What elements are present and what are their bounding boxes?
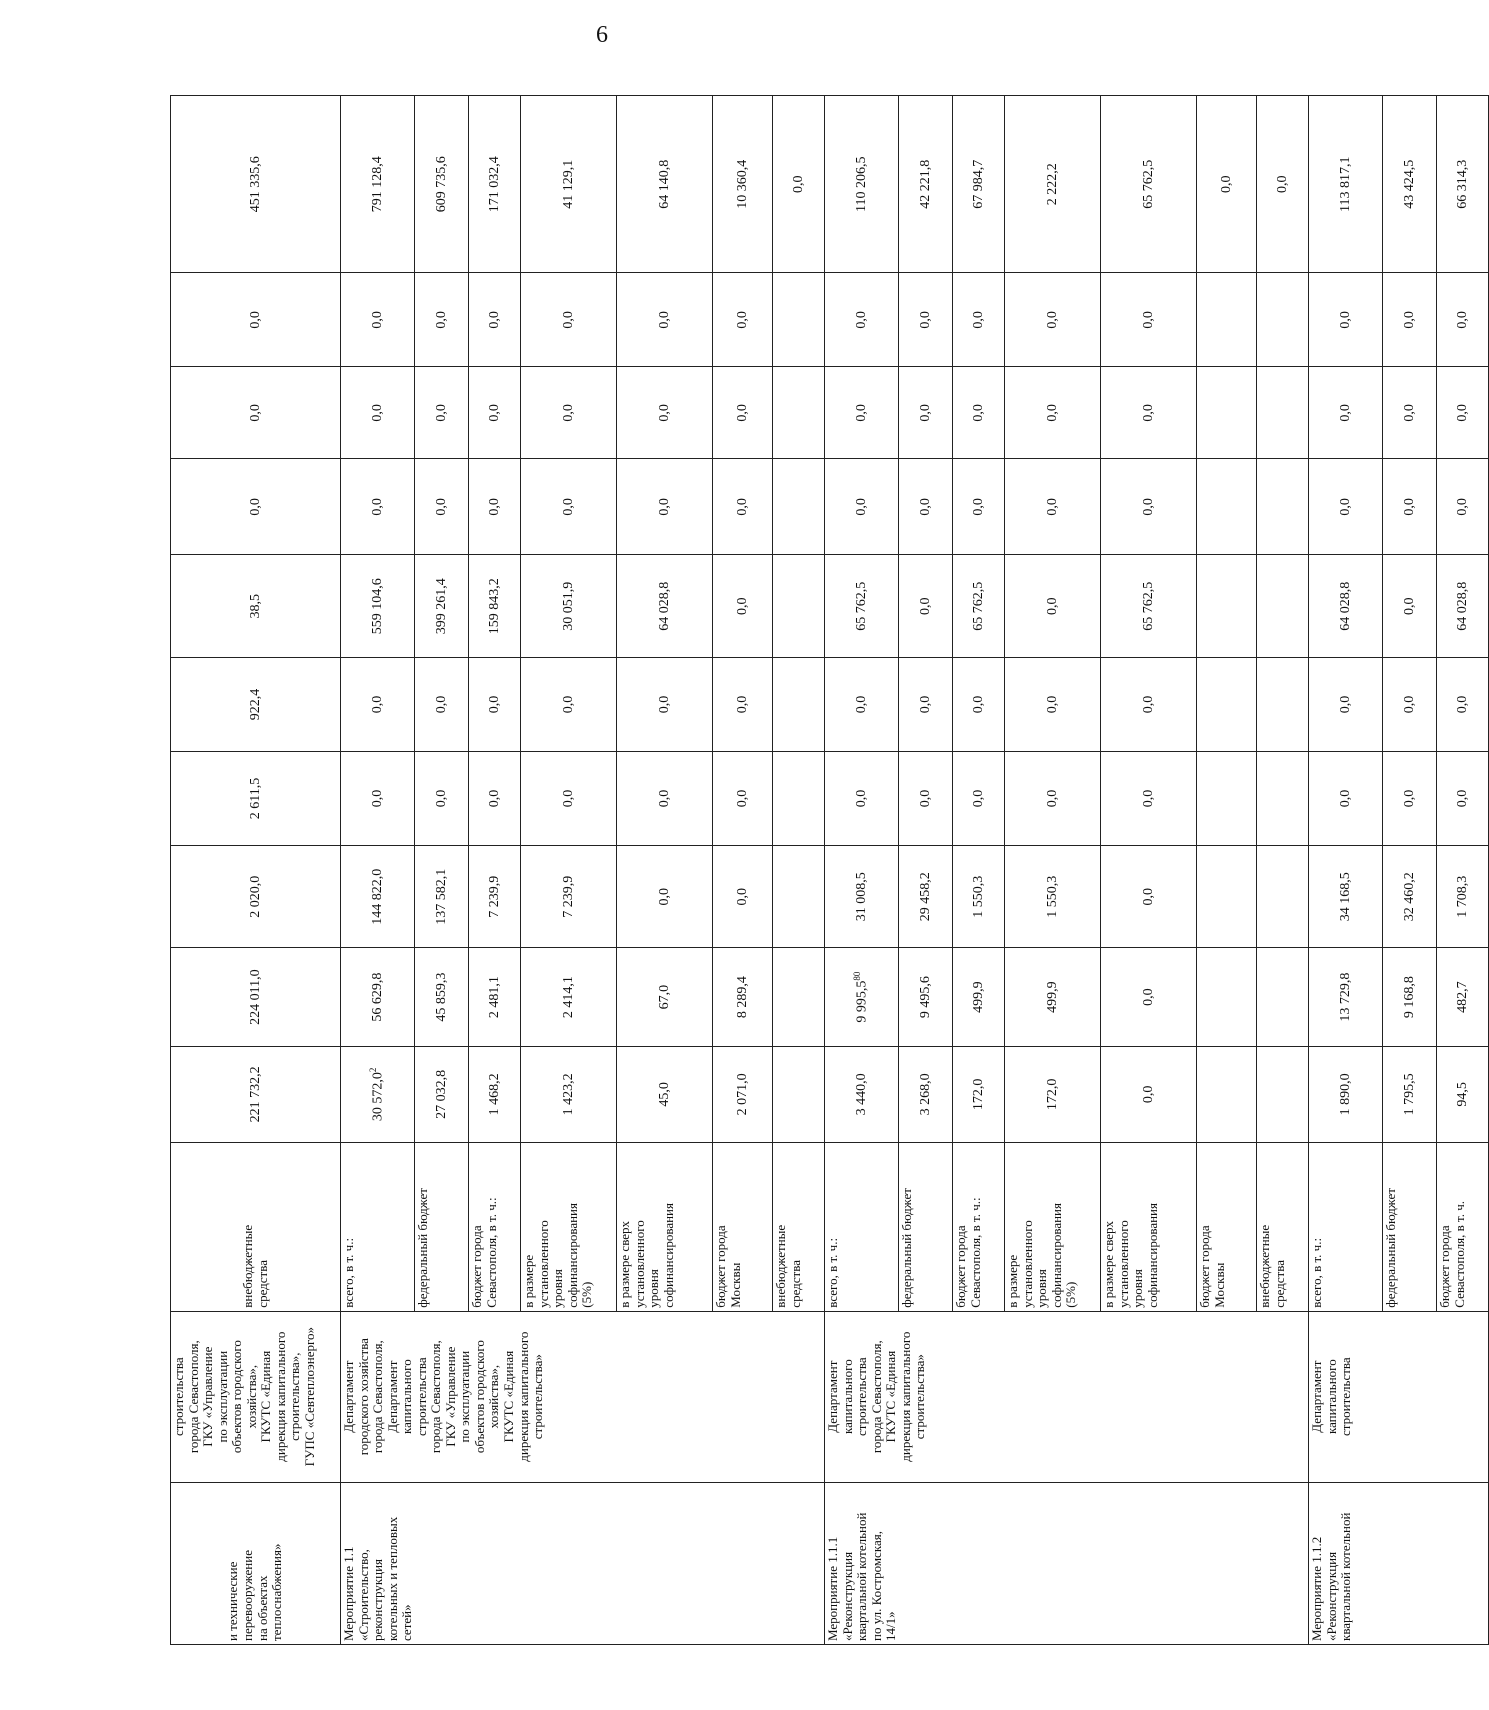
value-cell <box>1197 657 1257 751</box>
value-cell: 0,0 <box>1005 751 1101 845</box>
value-cell: 65 762,5 <box>1101 96 1197 273</box>
value-cell: 0,0 <box>469 367 521 459</box>
value-cell: 0,0 <box>713 751 773 845</box>
value-cell: 0,0 <box>899 273 953 367</box>
value-cell: 559 104,6 <box>341 555 415 658</box>
value-cell: 0,0 <box>1005 367 1101 459</box>
rotated-table-wrapper <box>170 95 1470 1645</box>
funding-source-cell: внебюджетные средства <box>171 1142 341 1311</box>
value-cell <box>1197 367 1257 459</box>
value-cell: 0,0 <box>617 845 713 948</box>
value-cell: 0,0 <box>469 657 521 751</box>
value-cell: 0,0 <box>713 367 773 459</box>
value-cell: 0,0 <box>341 459 415 555</box>
executor-cell: Департамент капитального строительства города Севастополя, ГКУТС «Единая дирекция капитального строительства» <box>825 1311 1309 1482</box>
value-cell: 451 335,6 <box>171 96 341 273</box>
value-cell: 66 314,3 <box>1437 96 1489 273</box>
value-cell <box>1257 1046 1309 1142</box>
funding-source-cell: всего, в т. ч.: <box>825 1142 899 1311</box>
value-cell: 0,0 <box>1257 96 1309 273</box>
value-cell: 1 550,3 <box>953 845 1005 948</box>
value-cell: 110 206,5 <box>825 96 899 273</box>
value-cell: 0,0 <box>617 367 713 459</box>
funding-source-cell: в размере установленного уровня софинансирования (5%) <box>1005 1142 1101 1311</box>
value-cell: 0,0 <box>713 845 773 948</box>
value-cell: 0,0 <box>1101 751 1197 845</box>
measure-name-cell: Мероприятие 1.1 «Строительство, реконструкция котельных и тепловых сетей» <box>341 1482 825 1644</box>
value-cell: 64 140,8 <box>617 96 713 273</box>
value-cell: 2 020,0 <box>171 845 341 948</box>
value-cell: 0,0 <box>825 751 899 845</box>
value-cell: 0,0 <box>341 367 415 459</box>
value-cell <box>1197 273 1257 367</box>
value-cell <box>773 555 825 658</box>
value-cell: 3 440,0 <box>825 1046 899 1142</box>
value-cell: 0,0 <box>1101 657 1197 751</box>
value-cell: 38,5 <box>171 555 341 658</box>
value-cell <box>773 751 825 845</box>
value-cell: 2 611,5 <box>171 751 341 845</box>
value-cell: 1 890,0 <box>1309 1046 1383 1142</box>
value-cell: 224 011,0 <box>171 948 341 1046</box>
funding-source-cell: федеральный бюджет <box>899 1142 953 1311</box>
funding-source-cell: в размере сверх установленного уровня софинансирования <box>1101 1142 1197 1311</box>
value-cell: 0,0 <box>1101 367 1197 459</box>
value-cell: 482,7 <box>1437 948 1489 1046</box>
value-cell: 34 168,5 <box>1309 845 1383 948</box>
value-cell: 0,0 <box>1005 657 1101 751</box>
value-cell: 0,0 <box>617 751 713 845</box>
value-cell: 0,0 <box>899 367 953 459</box>
program-funding-table <box>170 95 1489 1645</box>
value-cell: 1 708,3 <box>1437 845 1489 948</box>
value-cell: 9 168,8 <box>1383 948 1437 1046</box>
value-cell: 0,0 <box>1101 948 1197 1046</box>
value-cell: 30 572,0$^2$ <box>341 1046 415 1142</box>
value-cell: 144 822,0 <box>341 845 415 948</box>
measure-name-cell: и технические перевооружение на объектах теплоснабжения» <box>171 1482 341 1644</box>
value-cell: 0,0 <box>469 273 521 367</box>
executor-cell: Департамент капитального строительства <box>1309 1311 1489 1482</box>
value-cell: 0,0 <box>521 273 617 367</box>
value-cell: 0,0 <box>521 657 617 751</box>
value-cell: 94,5 <box>1437 1046 1489 1142</box>
value-cell: 0,0 <box>713 555 773 658</box>
value-cell <box>1197 459 1257 555</box>
value-cell: 0,0 <box>171 273 341 367</box>
value-cell <box>773 273 825 367</box>
value-cell: 0,0 <box>953 751 1005 845</box>
value-cell: 0,0 <box>341 273 415 367</box>
value-cell: 45 859,3 <box>415 948 469 1046</box>
value-cell <box>1257 273 1309 367</box>
value-cell: 2 071,0 <box>713 1046 773 1142</box>
value-cell: 0,0 <box>953 459 1005 555</box>
value-cell: 922,4 <box>171 657 341 751</box>
value-cell: 0,0 <box>713 657 773 751</box>
value-cell: 7 239,9 <box>469 845 521 948</box>
value-cell: 172,0 <box>1005 1046 1101 1142</box>
funding-source-cell: всего, в т. ч.: <box>341 1142 415 1311</box>
value-cell: 29 458,2 <box>899 845 953 948</box>
value-cell: 0,0 <box>953 367 1005 459</box>
value-cell: 0,0 <box>1383 657 1437 751</box>
value-cell <box>1257 657 1309 751</box>
value-cell: 399 261,4 <box>415 555 469 658</box>
value-cell: 32 460,2 <box>1383 845 1437 948</box>
footnote-mark: 2 <box>368 1067 379 1073</box>
value-cell: 0,0 <box>1005 459 1101 555</box>
value-cell: 7 239,9 <box>521 845 617 948</box>
value-cell: 137 582,1 <box>415 845 469 948</box>
value-cell <box>773 367 825 459</box>
value-cell: 9 995,5$^{80}$ <box>825 948 899 1046</box>
value-cell: 0,0 <box>1197 96 1257 273</box>
value-cell <box>773 845 825 948</box>
value-cell: 0,0 <box>415 459 469 555</box>
value-cell: 0,0 <box>1383 751 1437 845</box>
value-cell: 13 729,8 <box>1309 948 1383 1046</box>
value-cell: 172,0 <box>953 1046 1005 1142</box>
value-cell <box>1197 845 1257 948</box>
value-cell: 0,0 <box>899 657 953 751</box>
value-cell: 64 028,8 <box>1437 555 1489 658</box>
value-cell: 43 424,5 <box>1383 96 1437 273</box>
value-cell: 609 735,6 <box>415 96 469 273</box>
value-cell: 2 222,2 <box>1005 96 1101 273</box>
footnote-mark: 80 <box>852 971 863 981</box>
funding-source-cell: федеральный бюджет <box>1383 1142 1437 1311</box>
value-cell: 0,0 <box>415 751 469 845</box>
value-cell: 2 481,1 <box>469 948 521 1046</box>
value-cell: 27 032,8 <box>415 1046 469 1142</box>
value-cell: 56 629,8 <box>341 948 415 1046</box>
value-cell: 0,0 <box>1309 751 1383 845</box>
value-cell <box>773 1046 825 1142</box>
value-cell <box>1257 948 1309 1046</box>
value-cell: 31 008,5 <box>825 845 899 948</box>
value-cell <box>1197 948 1257 1046</box>
value-cell: 1 468,2 <box>469 1046 521 1142</box>
value-cell: 0,0 <box>415 367 469 459</box>
value-cell: 67 984,7 <box>953 96 1005 273</box>
value-cell <box>1257 845 1309 948</box>
value-cell: 10 360,4 <box>713 96 773 273</box>
executor-cell: строительства города Севастополя, ГКУ «Управление по эксплуатации объектов городского хозяйства», ГКУТС «Единая дирекция капитального строительства», ГУПС «Севтеплоэнерго» <box>171 1311 341 1482</box>
funding-source-cell: всего, в т. ч.: <box>1309 1142 1383 1311</box>
funding-source-cell: бюджет города Севастополя, в т. ч.: <box>953 1142 1005 1311</box>
value-cell: 1 550,3 <box>1005 845 1101 948</box>
value-cell: 0,0 <box>1309 459 1383 555</box>
funding-source-cell: внебюджетные средства <box>773 1142 825 1311</box>
funding-source-cell: федеральный бюджет <box>415 1142 469 1311</box>
value-cell: 221 732,2 <box>171 1046 341 1142</box>
value-cell: 0,0 <box>953 273 1005 367</box>
value-cell: 0,0 <box>1383 273 1437 367</box>
value-cell: 159 843,2 <box>469 555 521 658</box>
value-cell: 0,0 <box>825 367 899 459</box>
value-cell: 0,0 <box>341 657 415 751</box>
value-cell: 42 221,8 <box>899 96 953 273</box>
funding-source-cell: бюджет города Москвы <box>713 1142 773 1311</box>
value-cell: 65 762,5 <box>825 555 899 658</box>
table-row <box>171 96 341 1645</box>
value-cell <box>1257 751 1309 845</box>
value-cell: 0,0 <box>899 459 953 555</box>
value-cell: 0,0 <box>1101 459 1197 555</box>
value-cell: 0,0 <box>825 657 899 751</box>
value-cell: 1 423,2 <box>521 1046 617 1142</box>
funding-source-cell: бюджет города Севастополя, в т. ч. <box>1437 1142 1489 1311</box>
value-cell: 8 289,4 <box>713 948 773 1046</box>
value-cell: 67,0 <box>617 948 713 1046</box>
funding-source-cell: бюджет города Москвы <box>1197 1142 1257 1311</box>
value-cell <box>1197 1046 1257 1142</box>
value-cell: 0,0 <box>1005 273 1101 367</box>
measure-name-cell: Мероприятие 1.1.1 «Реконструкция квартальной котельной по ул. Костромская, 14/1» <box>825 1482 1309 1644</box>
executor-cell: Департамент городского хозяйства города Севастополя, Департамент капитального строительства города Севастополя, ГКУ «Управление по эксплуатации объектов городского хозяйства», ГКУТС «Единая дирекция капитального строительства» <box>341 1311 825 1482</box>
funding-source-cell: в размере сверх установленного уровня софинансирования <box>617 1142 713 1311</box>
value-cell: 64 028,8 <box>1309 555 1383 658</box>
value-cell <box>1257 555 1309 658</box>
value-cell: 0,0 <box>825 273 899 367</box>
value-cell: 41 129,1 <box>521 96 617 273</box>
value-cell: 0,0 <box>713 459 773 555</box>
value-cell: 30 051,9 <box>521 555 617 658</box>
value-cell: 0,0 <box>1101 845 1197 948</box>
value-cell: 2 414,1 <box>521 948 617 1046</box>
value-cell <box>1257 459 1309 555</box>
value-cell: 0,0 <box>1437 273 1489 367</box>
value-cell: 64 028,8 <box>617 555 713 658</box>
table-row <box>825 96 899 1645</box>
value-cell: 1 795,5 <box>1383 1046 1437 1142</box>
value-cell: 0,0 <box>825 459 899 555</box>
value-cell: 0,0 <box>415 273 469 367</box>
value-cell: 0,0 <box>899 751 953 845</box>
value-cell: 0,0 <box>521 367 617 459</box>
value-cell: 0,0 <box>171 367 341 459</box>
value-cell: 0,0 <box>521 751 617 845</box>
value-cell: 0,0 <box>773 96 825 273</box>
value-cell: 171 032,4 <box>469 96 521 273</box>
value-cell: 0,0 <box>1005 555 1101 658</box>
value-cell: 0,0 <box>617 657 713 751</box>
value-cell <box>1197 555 1257 658</box>
measure-name-cell: Мероприятие 1.1.2 «Реконструкция квартальной котельной <box>1309 1482 1489 1644</box>
page-number: 6 <box>596 22 608 48</box>
value-cell: 0,0 <box>1437 459 1489 555</box>
value-cell: 0,0 <box>1309 273 1383 367</box>
funding-source-cell: внебюджетные средства <box>1257 1142 1309 1311</box>
value-cell: 0,0 <box>617 459 713 555</box>
value-cell: 113 817,1 <box>1309 96 1383 273</box>
value-cell: 791 128,4 <box>341 96 415 273</box>
value-cell: 499,9 <box>1005 948 1101 1046</box>
value-cell: 0,0 <box>953 657 1005 751</box>
table-row <box>1309 96 1383 1645</box>
value-cell <box>1257 367 1309 459</box>
value-cell: 45,0 <box>617 1046 713 1142</box>
value-cell: 65 762,5 <box>953 555 1005 658</box>
value-cell: 0,0 <box>1383 367 1437 459</box>
value-cell: 0,0 <box>171 459 341 555</box>
value-cell: 0,0 <box>1309 657 1383 751</box>
value-cell <box>773 948 825 1046</box>
value-cell <box>773 459 825 555</box>
value-cell: 0,0 <box>713 273 773 367</box>
value-cell: 0,0 <box>617 273 713 367</box>
value-cell: 0,0 <box>1437 657 1489 751</box>
value-cell: 0,0 <box>1383 459 1437 555</box>
value-cell: 0,0 <box>1437 367 1489 459</box>
value-cell: 0,0 <box>469 751 521 845</box>
value-cell: 0,0 <box>521 459 617 555</box>
value-cell: 0,0 <box>415 657 469 751</box>
value-cell: 0,0 <box>1309 367 1383 459</box>
value-cell: 499,9 <box>953 948 1005 1046</box>
value-cell: 0,0 <box>1101 273 1197 367</box>
value-cell: 3 268,0 <box>899 1046 953 1142</box>
value-cell: 0,0 <box>1383 555 1437 658</box>
funding-source-cell: в размере установленного уровня софинансирования (5%) <box>521 1142 617 1311</box>
value-cell: 0,0 <box>469 459 521 555</box>
value-cell: 0,0 <box>341 751 415 845</box>
value-cell: 0,0 <box>1437 751 1489 845</box>
value-cell: 0,0 <box>1101 1046 1197 1142</box>
value-cell: 0,0 <box>899 555 953 658</box>
table-row <box>341 96 415 1645</box>
value-cell: 65 762,5 <box>1101 555 1197 658</box>
value-cell <box>773 657 825 751</box>
value-cell <box>1197 751 1257 845</box>
value-cell: 9 495,6 <box>899 948 953 1046</box>
funding-source-cell: бюджет города Севастополя, в т. ч.: <box>469 1142 521 1311</box>
